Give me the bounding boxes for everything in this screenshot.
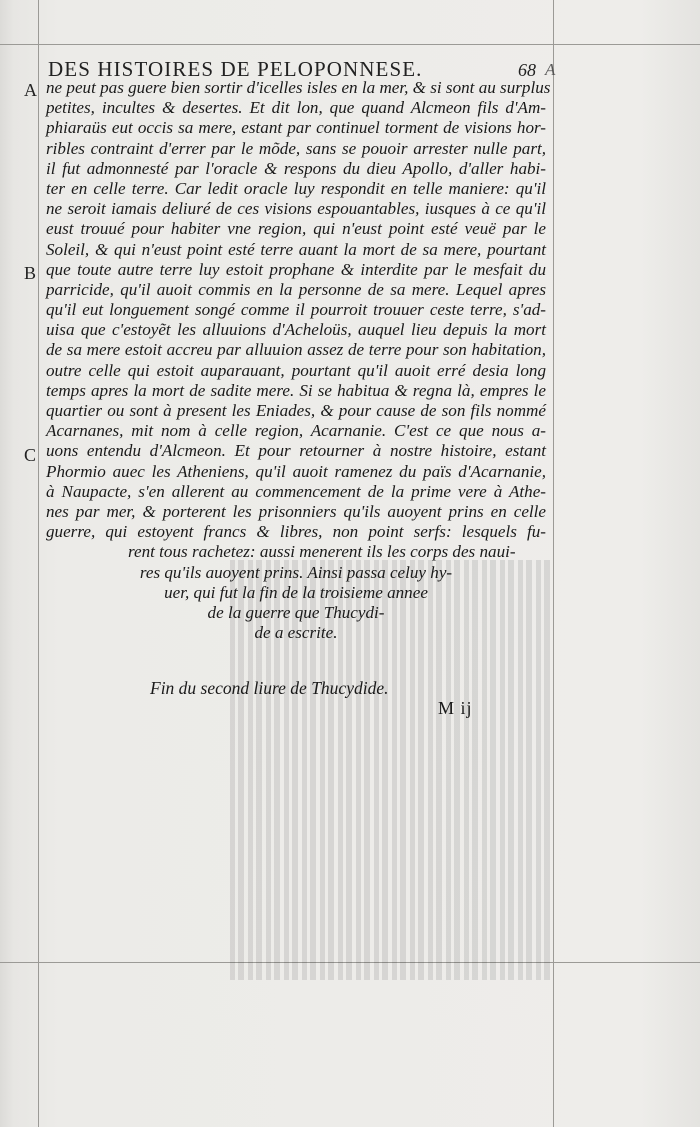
text-line: ter en celle terre. Car ledit oracle luy respondit en telle maniere: qu'il (46, 178, 546, 198)
text-line: il fut admonnesté par l'oracle & respons du dieu Apollo, d'aller habi- (46, 158, 546, 178)
margin-letter-c: C (24, 445, 37, 465)
text-line: ne peut pas guere bien sortir d'icelles isles en la mer, & si sont au surplus (46, 78, 551, 97)
colophon-finis: Fin du second liure de Thucydide. (150, 678, 389, 698)
text-line: uisa que c'estoyẽt les alluuions d'Acheloüs, auquel lieu depuis la mort (46, 320, 546, 340)
taper-line: rent tous rachetez: aussi menerent ils les corps des naui- (128, 542, 516, 562)
text-line: phiaraüs eut occis sa mere, estant par continuel torment de visions hor- (46, 118, 546, 138)
taper-line: de la guerre que Thucydi- (207, 602, 385, 622)
text-line: ribles contraint d'errer par le mõde, sans se pouoir arrester nulle part, (46, 138, 546, 158)
text-line: qu'il eut longuement songé comme il pourroit trouuer ceste terre, s'ad- (46, 300, 546, 320)
gutter-line-left (38, 0, 39, 1127)
text-line: Soleil, & qui n'eust point esté terre auant la mort de sa mere, pourtant (46, 239, 546, 259)
page-number: 68 (518, 60, 536, 80)
text-line: à Naupacte, s'en allerent au commencement de la prime vere à Athe- (46, 481, 546, 501)
taper-line: res qu'ils auoyent prins. Ainsi passa celuy hy- (139, 562, 453, 582)
text-line: que toute autre terre luy estoit prophane & interdite par le mesfait du (46, 259, 546, 279)
text-line: Acarnanes, mit nom à celle region, Acarnanie. C'est ce que nous a- (46, 421, 546, 441)
top-rule-line (0, 44, 700, 45)
text-line: de sa mere estoit accreu par alluuion assez de terre pour son habitation, (46, 340, 546, 360)
text-line: guerre, qui estoyent francs & libres, non point serfs: lesquels fu- (46, 522, 546, 542)
text-line: ne seroit iamais deliuré de ces visions espouantables, iusques à ce qu'il (46, 199, 546, 219)
text-line: Phormio auec les Atheniens, qu'il auoit ramenez du païs d'Acarnanie, (46, 461, 546, 481)
margin-letter-b: B (24, 263, 37, 283)
text-line: temps apres la mort de sadite mere. Si se habitua & regna là, empres le (46, 380, 546, 400)
text-line: outre celle qui estoit auparauant, pourtant qu'il auoit erré desia long (46, 360, 546, 380)
text-line: nes par mer, & porterent les prisonniers qu'ils auoyent prins en celle (46, 501, 546, 521)
text-line: uons entendu d'Alcmeon. Et pour retourner à nostre histoire, estant (46, 441, 546, 461)
taper-line: uer, qui fut la fin de la troisieme annee (164, 582, 428, 602)
taper-line: de a escrite. (254, 623, 338, 643)
body-text (46, 78, 551, 643)
text-line: parricide, qu'il auoit commis en la personne de sa mere. Lequel apres (46, 279, 546, 299)
text-line: quartier ou sont à present les Eniades, & pour cause de son fils nommé (46, 401, 546, 420)
folio-section-mark: A (545, 60, 556, 79)
signature-mark: M ij (438, 698, 473, 718)
margin-line-right (553, 0, 554, 1127)
margin-letter-a: A (24, 80, 37, 100)
text-line: eust trouué pour habiter vne region, qui n'eust point esté veuë par le (46, 219, 546, 239)
text-line: petites, incultes & desertes. Et dit lon, que quand Alcmeon fils d'Am- (46, 98, 546, 118)
running-head: DES HISTOIRES DE PELOPONNESE. (48, 57, 423, 81)
